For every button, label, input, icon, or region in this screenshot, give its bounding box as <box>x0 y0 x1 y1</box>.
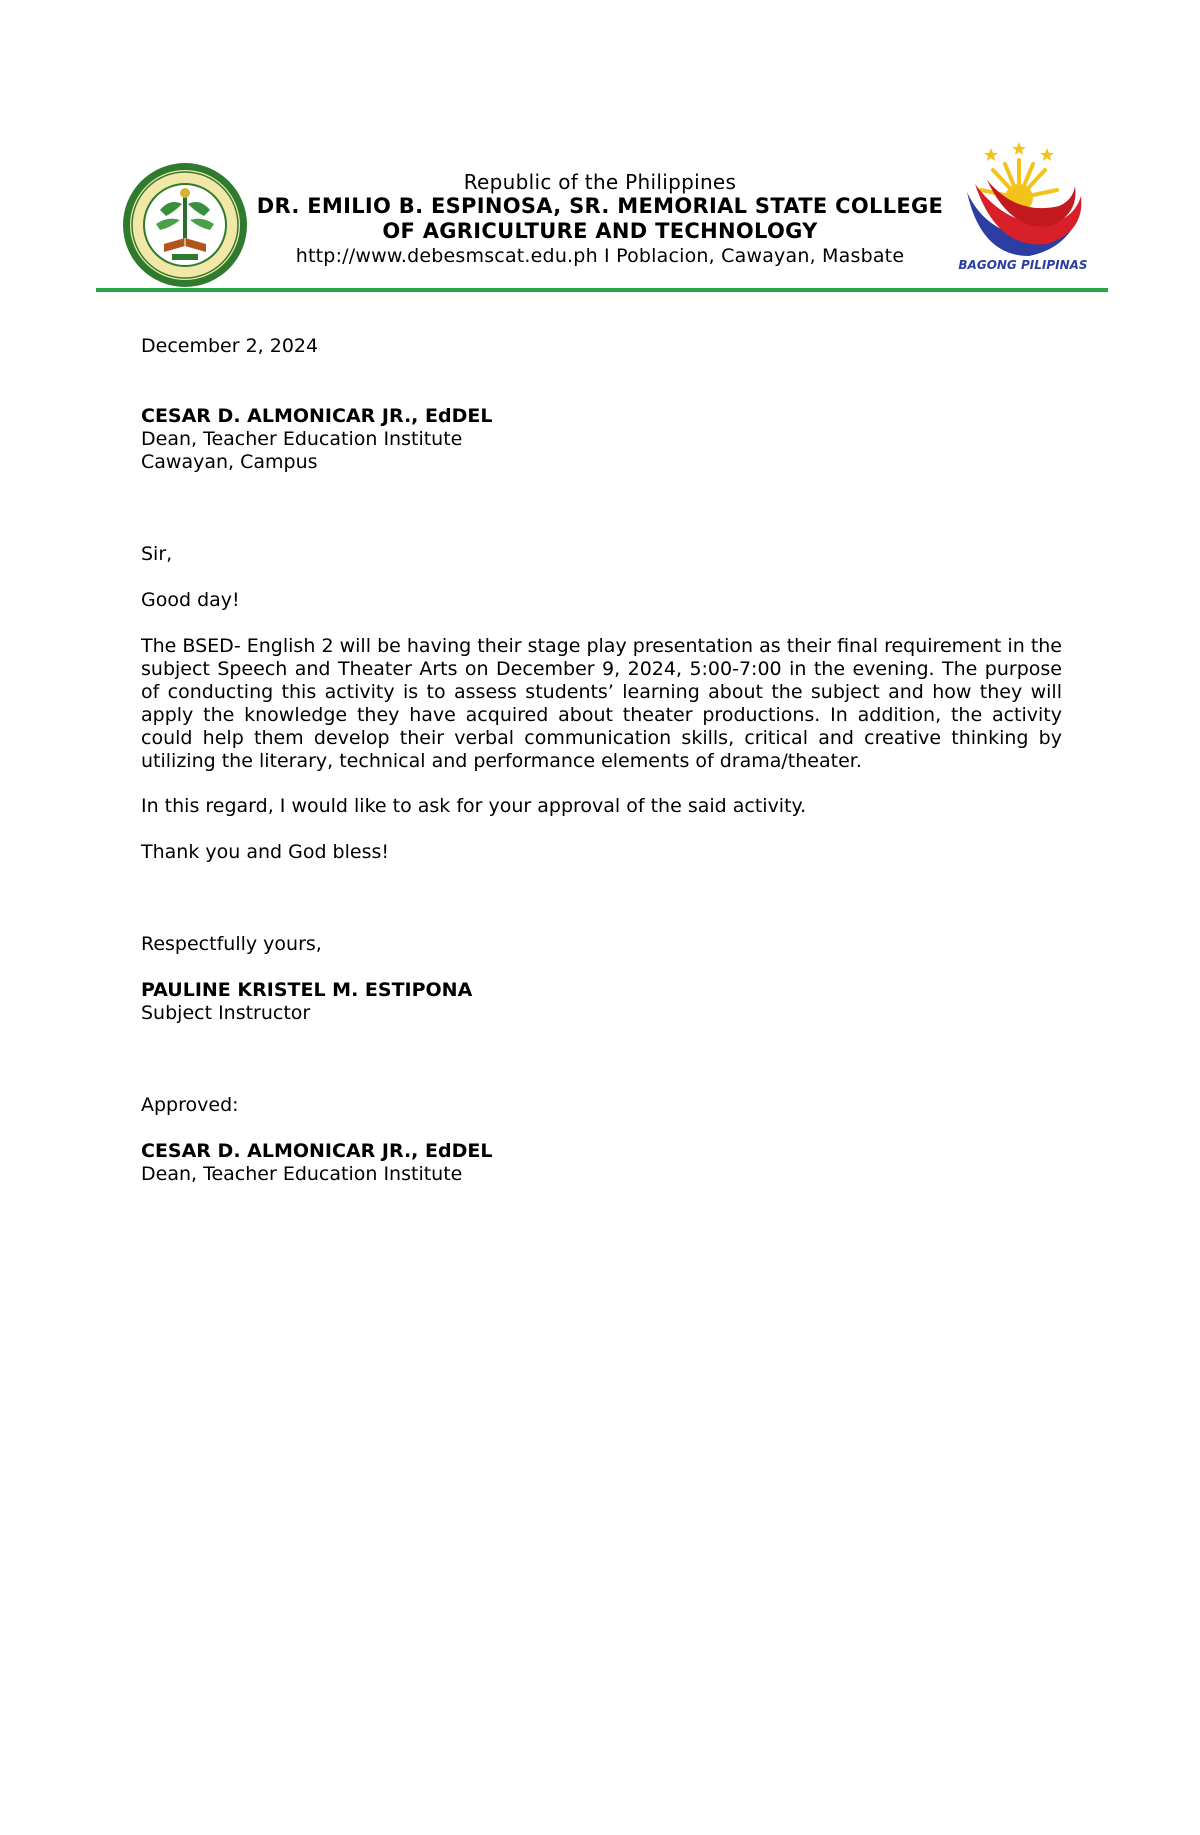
approved-label: Approved: <box>141 1094 239 1116</box>
letter-date: December 2, 2024 <box>141 335 319 357</box>
thanks-line: Thank you and God bless! <box>141 841 390 863</box>
recipient-name: CESAR D. ALMONICAR JR., EdDEL <box>141 405 493 427</box>
college-name-line1: DR. EMILIO B. ESPINOSA, SR. MEMORIAL STATE COLLEGE <box>256 194 944 218</box>
approver-name: CESAR D. ALMONICAR JR., EdDEL <box>141 1140 493 1162</box>
letterhead <box>0 0 1200 300</box>
bagong-pilipinas-logo-icon <box>947 140 1099 275</box>
recipient-location: Cawayan, Campus <box>141 451 318 473</box>
header-divider <box>96 288 1108 292</box>
sender-title: Subject Instructor <box>141 1002 311 1024</box>
svg-text:BAGONG PILIPINAS: BAGONG PILIPINAS <box>958 258 1088 272</box>
recipient-title: Dean, Teacher Education Institute <box>141 428 463 450</box>
closing-line: Respectfully yours, <box>141 933 322 955</box>
approver-title: Dean, Teacher Education Institute <box>141 1163 463 1185</box>
college-contact-line: http://www.debesmscat.edu.ph I Poblacion, Cawayan, Masbate <box>295 245 905 267</box>
request-paragraph: In this regard, I would like to ask for your approval of the said activity. <box>141 795 807 817</box>
salutation: Sir, <box>141 543 173 565</box>
greeting: Good day! <box>141 589 240 611</box>
sender-name: PAULINE KRISTEL M. ESTIPONA <box>141 979 473 1001</box>
republic-line: Republic of the Philippines <box>463 170 737 194</box>
college-name-line2: OF AGRICULTURE AND TECHNOLOGY <box>382 219 818 243</box>
body-paragraph: The BSED- English 2 will be having their stage play presentation as their final requirement in the subject Speech and Theater Arts on December 9, 2024, 5:00-7:00 in the evening. The purpose of conducting this activity is to assess students’ learning about the subject and how they will apply the knowledge they have acquired about theater productions. In addition, the activity could help them develop their verbal communication skills, critical and creative thinking by utilizing the literary, technical and performance elements of drama/theater. <box>141 635 1062 772</box>
